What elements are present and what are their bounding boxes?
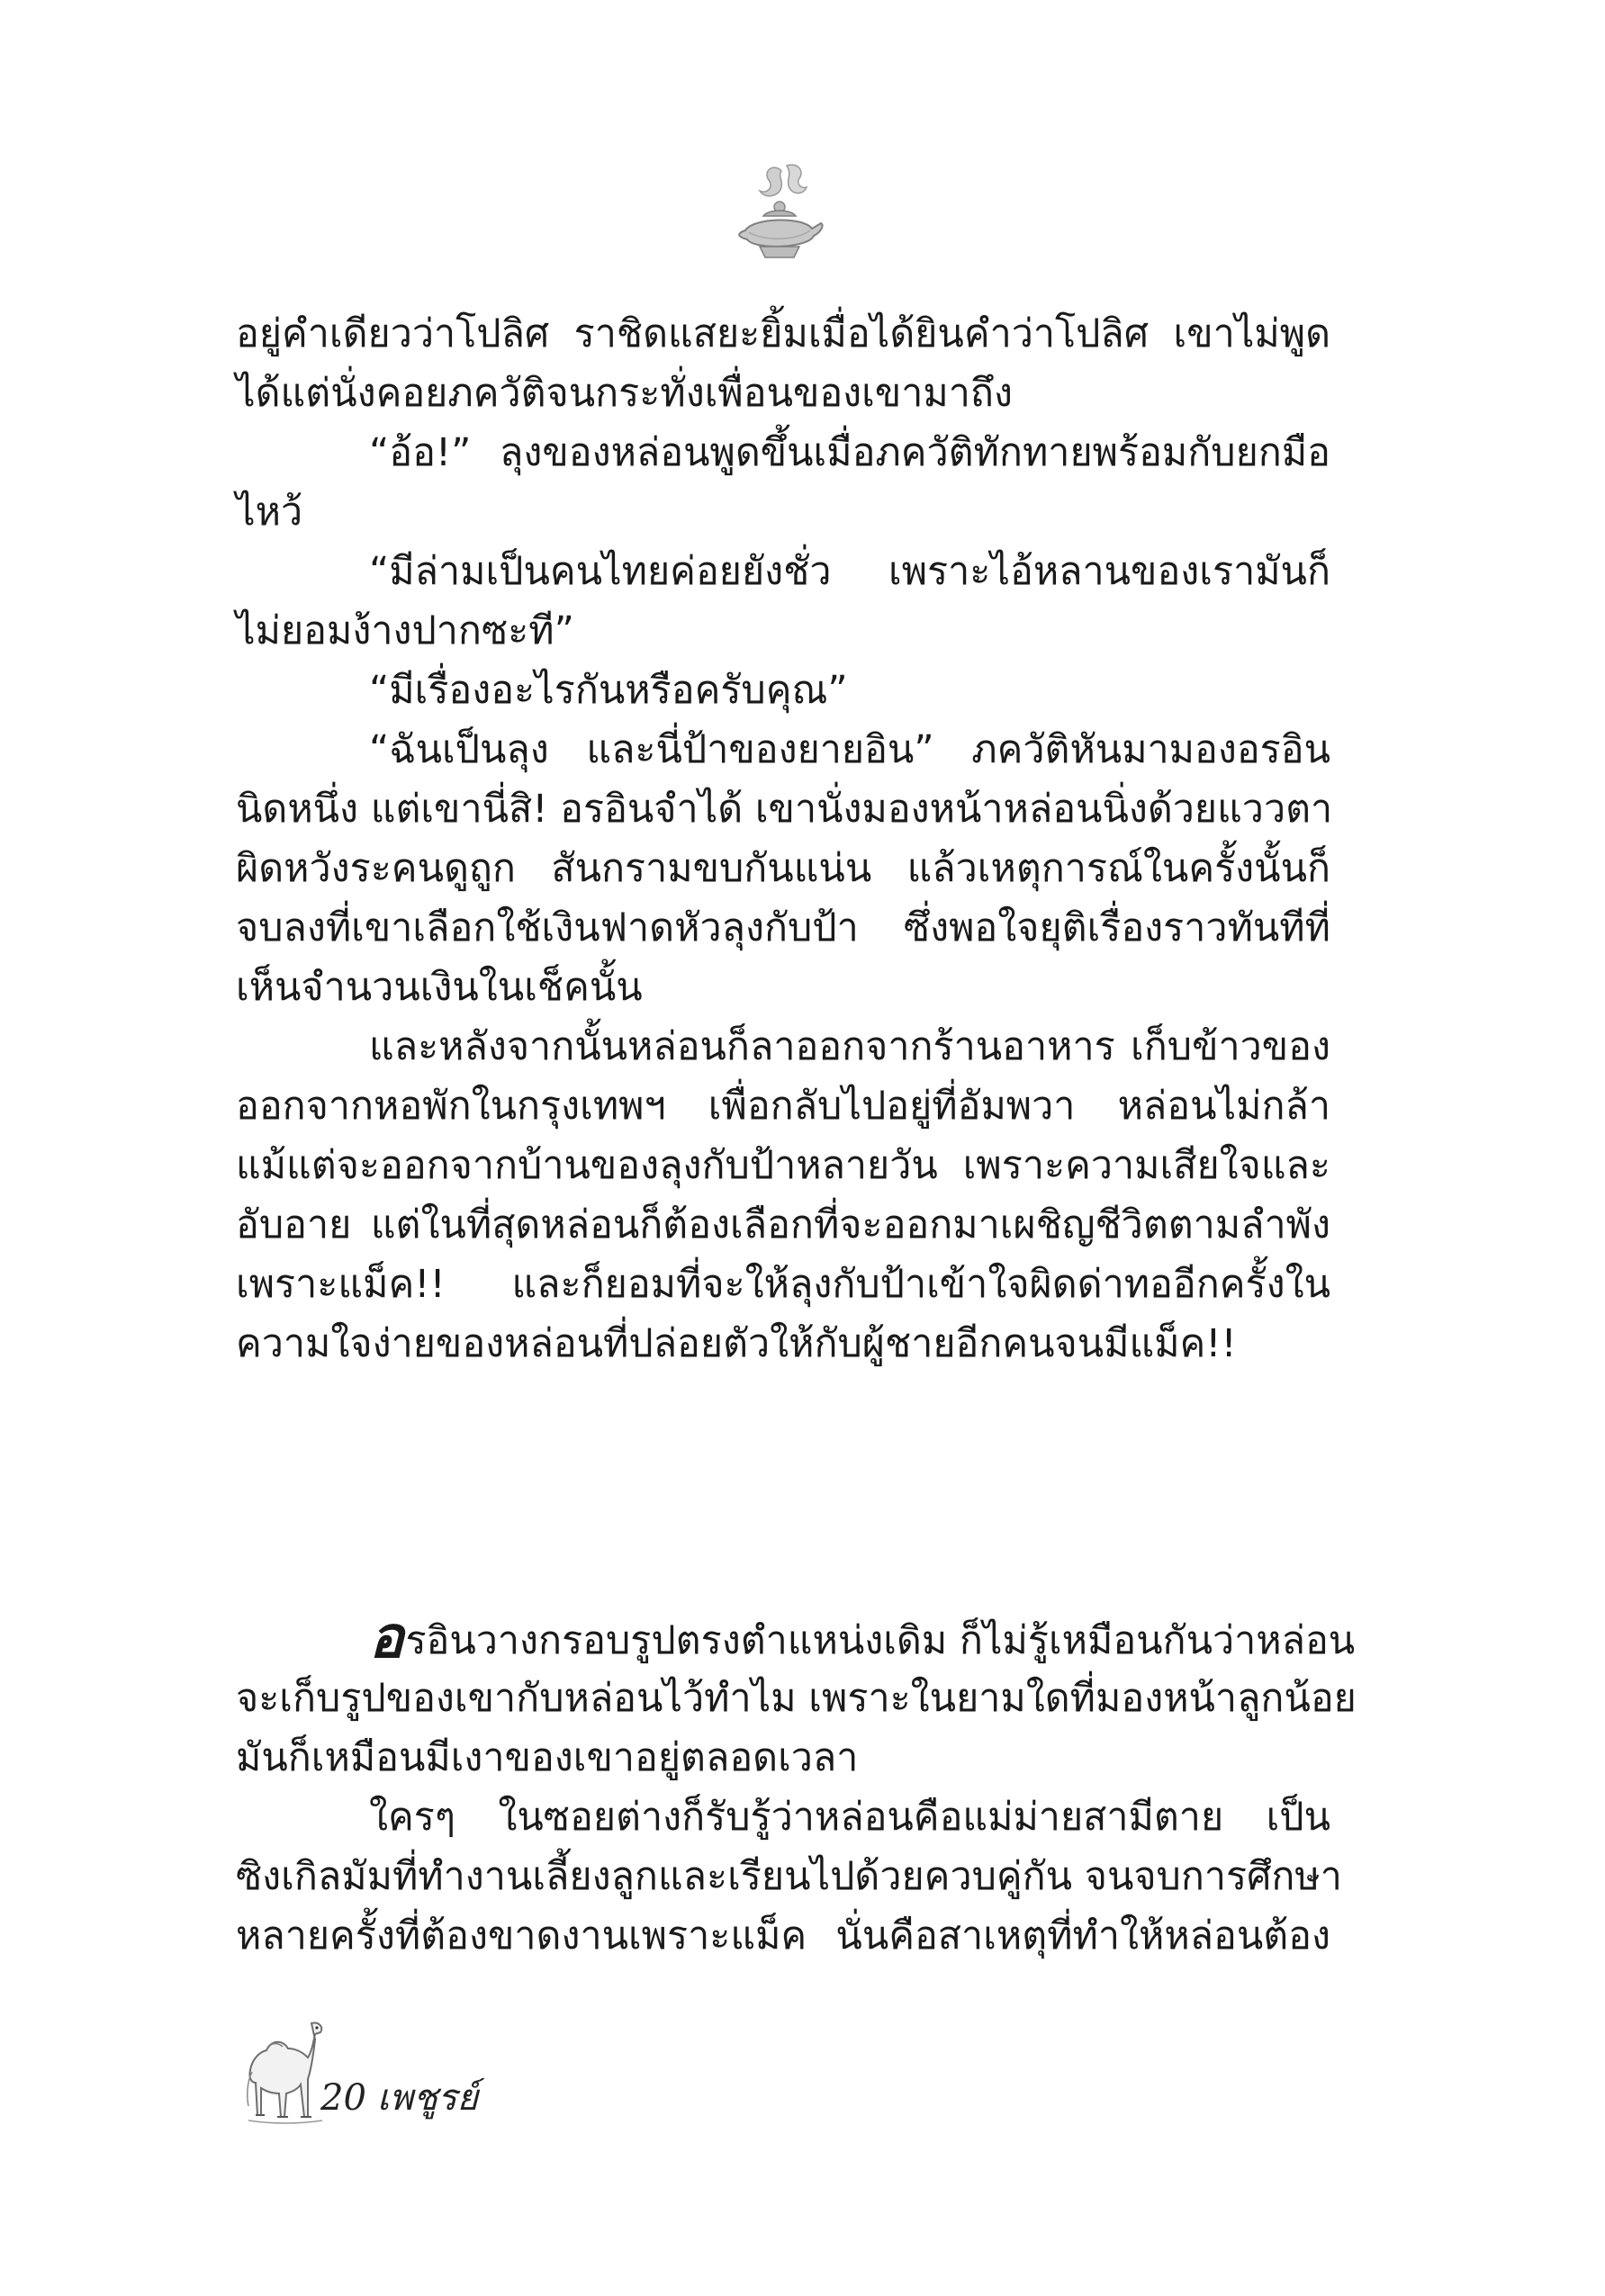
page-number: 20 [320, 2077, 366, 2119]
section-2-first-line [236, 1604, 1356, 1671]
text-line: อยู่คำเดียวว่าโปลิศ ราชิดแสยะยิ้มเมื่อได้ยินคำว่าโปลิศ เขาไม่พูด [236, 311, 1330, 356]
genie-lamp-ornament-icon [727, 160, 826, 266]
text-line: มันก็เหมือนมีเงาของเขาอยู่ตลอดเวลา [236, 1735, 859, 1780]
drop-cap: อ [369, 1604, 404, 1671]
text-line: ซิงเกิลมัมที่ทำงานเลี้ยงลูกและเรียนไปด้วยควบคู่กัน จนจบการศึกษา [236, 1854, 1342, 1899]
text-line: ไม่ยอมง้างปากซะที” [236, 608, 574, 653]
text-line: อับอาย แต่ในที่สุดหล่อนก็ต้องเลือกที่จะออกมาเผชิญชีวิตตามลำพัง [236, 1202, 1330, 1247]
text-line: หลายครั้งที่ต้องขาดงานเพราะแม็ค นั่นคือสาเหตุที่ทำให้หล่อนต้อง [236, 1913, 1330, 1958]
text-line: “ฉันเป็นลุง และนี่ป้าของยายอิน” ภควัติหันมามองอรอิน [369, 727, 1330, 772]
text-line: “มีล่ามเป็นคนไทยค่อยยังชั่ว เพราะไอ้หลานของเรามันก็ [369, 549, 1330, 594]
text-line: ได้แต่นั่งคอยภควัติจนกระทั่งเพื่อนของเขามาถึง [236, 371, 1013, 416]
text-line: ไหว้ [236, 490, 303, 535]
text-line: เห็นจำนวนเงินในเช็คนั้น [236, 965, 643, 1010]
book-title: เพชูรย์ [376, 2077, 479, 2119]
text-line: ใครๆ ในซอยต่างก็รับรู้ว่าหล่อนคือแม่ม่ายสามีตาย เป็น [369, 1795, 1330, 1840]
section-2-first-line-text: รอินวางกรอบรูปตรงตำแหน่งเดิม ก็ไม่รู้เหมือนกันว่าหล่อน [405, 1618, 1356, 1663]
text-line: จบลงที่เขาเลือกใช้เงินฟาดหัวลุงกับป้า ซึ่งพอใจยุติเรื่องราวทันทีที่ [236, 905, 1330, 950]
text-line: นิดหนึ่ง แต่เขานี่สิ! อรอินจำได้ เขานั่งมองหน้าหล่อนนิ่งด้วยแววตา [236, 787, 1333, 832]
text-line: แม้แต่จะออกจากบ้านของลุงกับป้าหลายวัน เพราะความเสียใจและ [236, 1143, 1330, 1188]
text-line: และหลังจากนั้นหล่อนก็ลาออกจากร้านอาหาร เก็บข้าวของ [369, 1024, 1330, 1069]
text-line: “มีเรื่องอะไรกันหรือครับคุณ” [369, 668, 848, 713]
text-line: เพราะแม็ค!! และก็ยอมที่จะให้ลุงกับป้าเข้าใจผิดด่าทออีกครั้งใน [236, 1262, 1330, 1307]
body-text-section-2 [236, 1604, 1357, 1966]
text-line: จะเก็บรูปของเขากับหล่อนไว้ทำไม เพราะในยามใดที่มองหน้าลูกน้อย [236, 1676, 1357, 1721]
text-line: “อ้อ!” ลุงของหล่อนพูดขึ้นเมื่อภควัติทักทายพร้อมกับยกมือ [369, 430, 1330, 475]
page-footer [320, 2075, 478, 2120]
text-line: ความใจง่ายของหล่อนที่ปล่อยตัวให้กับผู้ชายอีกคนจนมีแม็ค!! [236, 1321, 1237, 1366]
camel-ornament-icon [236, 2016, 329, 2129]
text-line: ออกจากหอพักในกรุงเทพฯ เพื่อกลับไปอยู่ที่อัมพวา หล่อนไม่กล้า [236, 1084, 1330, 1129]
body-text-section-1 [236, 304, 1333, 1373]
text-line: ผิดหวังระคนดูถูก สันกรามขบกันแน่น แล้วเหตุการณ์ในครั้งนั้นก็ [236, 846, 1330, 891]
